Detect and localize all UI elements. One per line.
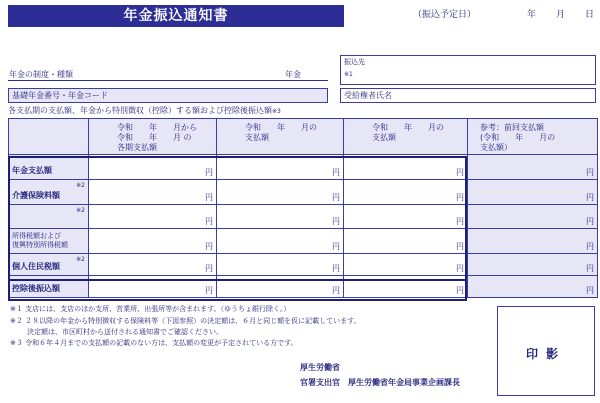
- note-deduction-detail: 決定額は、市区町村から送付される通知書でご確認ください。: [27, 328, 223, 336]
- amount-cell: [217, 205, 344, 229]
- row-label-cell: [9, 254, 89, 276]
- yen-unit: 円: [586, 193, 594, 202]
- yen-unit: 円: [586, 286, 594, 295]
- row-label-cell: [9, 155, 89, 180]
- yen-unit: 円: [332, 168, 340, 177]
- row-label: 個人住民税額: [12, 262, 60, 271]
- amount-cell: [217, 254, 344, 276]
- row-label-cell: [9, 180, 89, 205]
- recipient-name-box: [340, 88, 596, 103]
- amount-cell: [89, 229, 217, 254]
- yen-unit: 円: [456, 264, 464, 273]
- row-label-cell: [9, 276, 89, 298]
- document-title: 年金振込通知書: [8, 5, 344, 27]
- yen-unit: 円: [456, 193, 464, 202]
- yen-unit: 円: [456, 286, 464, 295]
- section-caption: [8, 106, 281, 116]
- yen-unit: 円: [332, 193, 340, 202]
- yen-unit: 円: [456, 217, 464, 226]
- seal-label: 印影: [525, 347, 566, 361]
- table-row-care-insurance: [9, 180, 598, 205]
- amount-cell: [344, 254, 468, 276]
- yen-unit: 円: [586, 217, 594, 226]
- header-text-period: 令和 年 月から 令和 年 月 の 各期支払額: [117, 123, 197, 152]
- yen-unit: 円: [586, 264, 594, 273]
- table-row-income-tax: [9, 229, 598, 254]
- amount-cell: [344, 205, 468, 229]
- reference-cell: [468, 254, 598, 276]
- ministry-name: 厚生労働省: [300, 363, 340, 372]
- reference-cell: [468, 205, 598, 229]
- amount-cell: [217, 276, 344, 298]
- row-label-cell: [9, 205, 89, 229]
- year-label: 年: [527, 10, 537, 20]
- table-row-pension-payment: [9, 155, 598, 180]
- row-note: ※2: [76, 256, 85, 263]
- pension-type-underline: [8, 80, 328, 81]
- table-row-resident-tax: [9, 254, 598, 276]
- amount-cell: [217, 180, 344, 205]
- row-note: ※2: [76, 207, 85, 214]
- row-label: 介護保険料額: [12, 191, 60, 200]
- month-label: 月: [556, 10, 566, 20]
- pension-type-label: 年金の制度・種類: [9, 70, 73, 79]
- paying-officer: 官署支出官 厚生労働省年金局事業企画課長: [300, 378, 460, 387]
- header-cell-previous: [468, 119, 598, 155]
- yen-unit: 円: [332, 286, 340, 295]
- day-label: 日: [585, 10, 595, 20]
- row-label: 控除後振込額: [12, 284, 60, 293]
- reference-cell: [468, 155, 598, 180]
- basic-number-label: 基礎年金番号・年金コード: [12, 91, 108, 100]
- yen-unit: 円: [586, 168, 594, 177]
- header-cell-month-b: [344, 119, 468, 155]
- amount-cell: [344, 276, 468, 298]
- yen-unit: 円: [332, 217, 340, 226]
- row-label: 年金支払額: [12, 166, 52, 175]
- row-label: 所得税額および 復興特別所得税額: [12, 232, 68, 249]
- yen-unit: 円: [205, 168, 213, 177]
- row-label-cell: [9, 229, 89, 254]
- transfer-to-label: 振込先: [344, 58, 365, 66]
- header-text-month-b: 令和 年 月の 支払額: [372, 123, 444, 142]
- transfer-to-box: [340, 55, 596, 85]
- amount-cell: [217, 229, 344, 254]
- amount-cell: [217, 155, 344, 180]
- yen-unit: 円: [332, 242, 340, 251]
- header-text-month-a: 令和 年 月の 支払額: [245, 123, 317, 142]
- header-text-previous: 参考：前回支払額 (令和 年 月の 支払額）: [480, 123, 556, 152]
- amount-cell: [89, 205, 217, 229]
- yen-unit: 円: [205, 193, 213, 202]
- yen-unit: 円: [456, 168, 464, 177]
- yen-unit: 円: [456, 242, 464, 251]
- header-corner-cell: [9, 119, 89, 155]
- note-payment-change: ※３ 令和６年４月までの支払額の記載のない方は、支払額の変更が予定されている方です。: [10, 339, 298, 347]
- reference-cell: [468, 276, 598, 298]
- yen-unit: 円: [205, 242, 213, 251]
- amount-cell: [344, 155, 468, 180]
- note-deduction: ※２ ２８以降の年金から特別徴収する保険料等（下図参照）の決定額は、６月と同じ額を仮に記載しています。: [10, 317, 361, 325]
- scheduled-date-label: （振込予定日）: [413, 10, 477, 20]
- yen-unit: 円: [332, 264, 340, 273]
- amount-cell: [89, 254, 217, 276]
- yen-unit: 円: [205, 264, 213, 273]
- amount-cell: [89, 155, 217, 180]
- section-caption-text: 各支払期の支払額、年金から特別徴収（控除）する額および控除後振込額: [8, 106, 272, 115]
- row-note: ※2: [76, 182, 85, 189]
- amount-cell: [344, 229, 468, 254]
- yen-unit: 円: [586, 242, 594, 251]
- section-caption-note: ※3: [272, 108, 281, 115]
- transfer-note: ※1: [344, 71, 353, 78]
- amount-cell: [344, 180, 468, 205]
- header-cell-month-a: [217, 119, 344, 155]
- recipient-name-label: 受給権者氏名: [344, 91, 392, 100]
- seal-box: [497, 306, 595, 396]
- yen-unit: 円: [205, 217, 213, 226]
- payment-table: [8, 118, 598, 298]
- table-row-blank: [9, 205, 598, 229]
- table-row-net-transfer: [9, 276, 598, 298]
- note-branch: ※１ 支店には、支店のほか支所、営業所、出張所等が含まれます。（ゆうちょ銀行除く。）: [10, 305, 291, 313]
- amount-cell: [89, 276, 217, 298]
- table-header-row: [9, 119, 598, 155]
- reference-cell: [468, 229, 598, 254]
- reference-cell: [468, 180, 598, 205]
- pension-label: 年金: [285, 70, 301, 79]
- yen-unit: 円: [205, 286, 213, 295]
- basic-number-box: [8, 88, 328, 103]
- amount-cell: [89, 180, 217, 205]
- header-cell-period: [89, 119, 217, 155]
